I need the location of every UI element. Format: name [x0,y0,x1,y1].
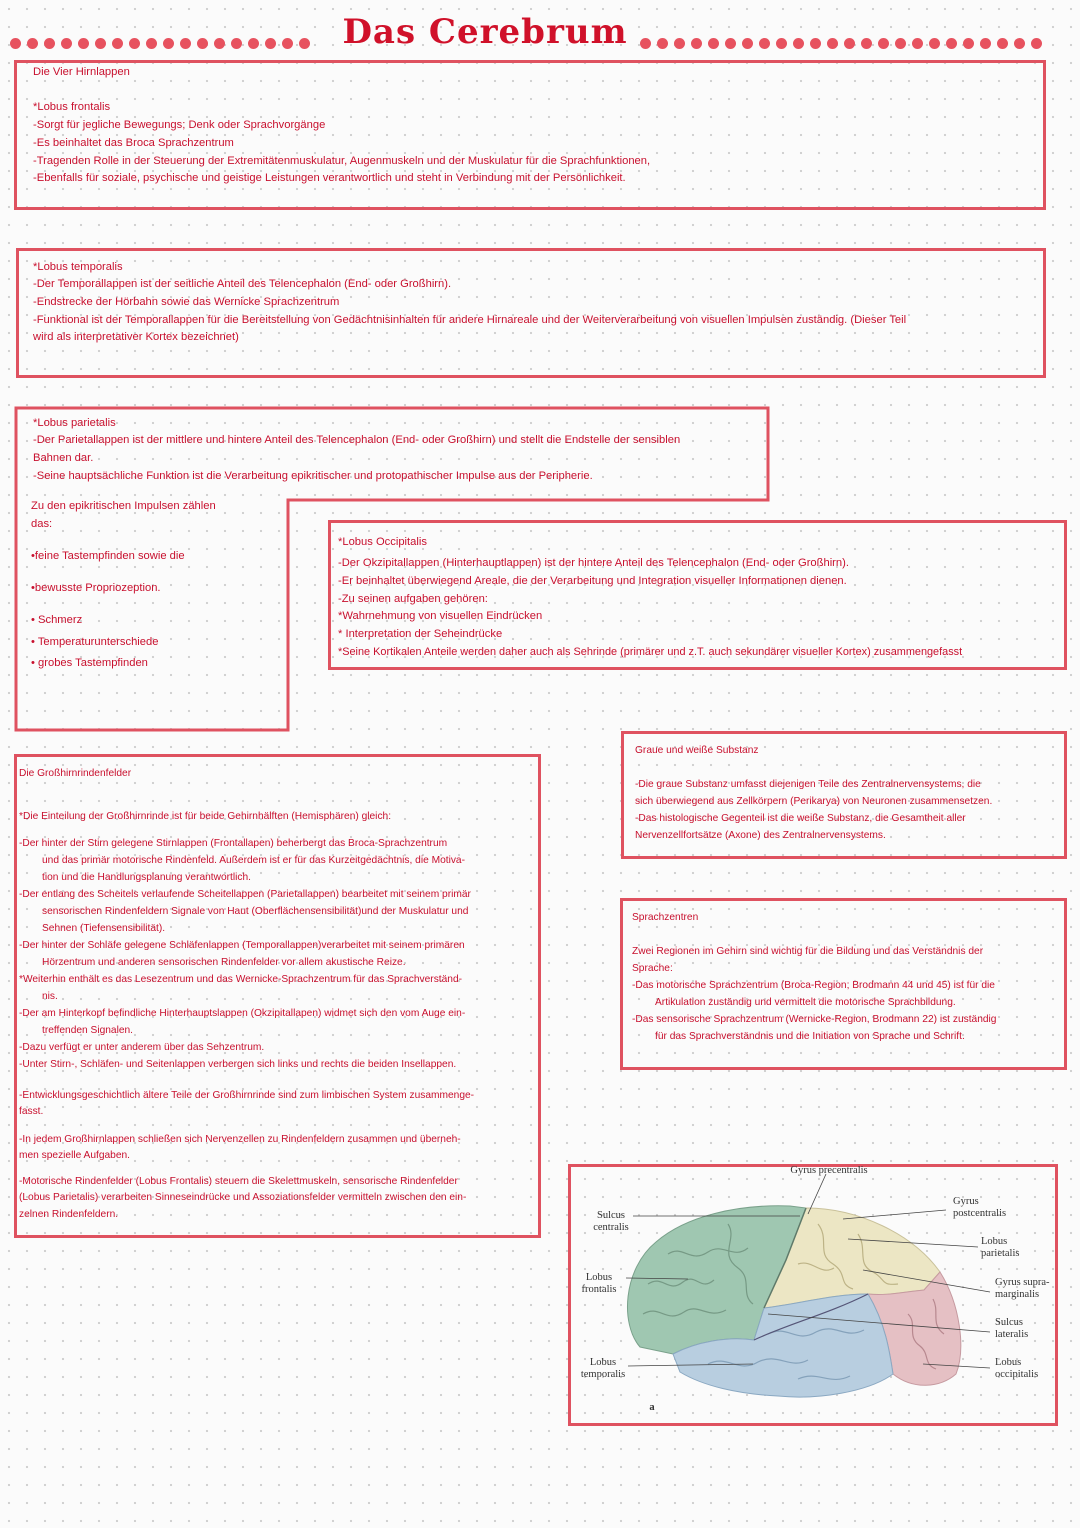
label-line: centralis [593,1222,629,1233]
label-line: occipitalis [995,1369,1039,1380]
list-line: für das Sprachverständnis und die Initiation von Sprache und Schrift. [655,1031,965,1042]
label-line: temporalis [580,1369,626,1380]
list-line: -Unter Stirn-, Schläfen- und Seitenlappen verbergen sich links und rechts die beiden Insellappen. [19,1059,457,1070]
label-lobus-occipitalis [995,1357,1057,1381]
frontal-line: -Es beinhaltet das Broca Sprachzentrum [33,137,234,149]
list-line: Zwei Regionen im Gehirn sind wichtig für die Bildung und das Verständnis der [632,946,984,957]
list-line: -Der am Hinterkopf befindliche Hinterhauptslappen (Okzipitallapen) widmet sich den vom Auge ein- [19,1008,466,1019]
protopathic-item: • Temperaturunterschiede [31,636,159,648]
cortex-para: (Lobus Parietalis) verarbeiten Sinneseindrücke und Assoziationsfelder vermitteln zwischen den ein- [19,1192,467,1203]
list-line: -Der hinter der Schläfe gelegene Schläfenlappen (Temporallappen)verarbeitet mit seinem primären [19,940,465,951]
label-line: lateralis [995,1329,1029,1340]
temporal-line: -Endstrecke der Hörbahn sowie das Wernicke Sprachzentrum [33,296,340,308]
list-line: -Der hinter der Stirn gelegene Stirnlappen (Frontallapen) beherbergt das Broca-Sprachzentrum [19,838,448,849]
temporal-subheading: *Lobus temporalis [33,261,123,273]
frontal-line: -Sorgt für jegliche Bewegungs; Denk oder Sprachvorgänge [33,119,326,131]
list-line: treffenden Signalen. [42,1025,134,1036]
cortex-para: -In jedem Großhirnlappen schließen sich Nervenzellen zu Rindenfeldern zusammen und überneh- [19,1134,461,1145]
label-line: parietalis [981,1248,1020,1259]
cortex-para: -Entwicklungsgeschichtlich ältere Teile der Großhirnrinde sind zum limbischen System zusammenge- [19,1090,475,1101]
substance-line: Nervenzellfortsätze (Axone) des Zentralnervensystems. [635,830,886,841]
substance-line: sich überwiegend aus Zellkörpern (Perikarya) von Neuronen zusammensetzen. [635,796,993,807]
cortex-para: fasst. [19,1106,44,1117]
label-sulcus-lateralis [995,1317,1055,1341]
label-gyrus-precentralis: Gyrus precentralis [790,1165,868,1176]
frontal-subheading: *Lobus frontalis [33,101,111,113]
label-gyrus-postcentralis [953,1196,1033,1220]
list-line: -Der entlang des Scheitels verlaufende Scheitellappen (Parietallappen) bearbeitet mit seinem primär [19,889,471,900]
cortex-fields-box [14,754,541,1238]
label-line: Sulcus [596,1210,625,1221]
occipital-line: *Seine Kortikalen Anteile werden daher auch als Sehrinde (primärer und z.T. auch sekundärer visueller Kortex) zusammengefasst [338,646,963,658]
occipital-line: *Wahrnehmung von visuellen Eindrücken [338,610,543,622]
parietal-line: -Seine hauptsächliche Funktion ist die Verarbeitung epikritischer und protopathischer Impulse aus der Peripherie. [33,470,593,482]
list-line: Sprache: [632,963,673,974]
list-line: und das primär motorische Rindenfeld. Außerdem ist er für das Kurzeitgedächtnis, die Motiva- [42,855,465,866]
parietal-intro: Zu den epikritischen Impulsen zählen [31,500,216,512]
list-line: tion und die Handlungsplanung verantwortlich. [42,872,251,883]
label-line: postcentralis [953,1208,1007,1219]
list-line: -Das sensorische Sprachzentrum (Wernicke-Region, Brodmann 22) ist zuständig [632,1014,997,1025]
occipital-line: -Zu seinen aufgaben gehören: [338,593,488,605]
list-line: Hörzentrum und anderen sensorischen Rindenfelder vor allem akustische Reize. [42,957,406,968]
list-line: -Das motorische Sprachzentrum (Broca-Region; Brodmann 44 und 45) ist für die [632,980,995,991]
label-lobus-frontalis [572,1272,626,1296]
speech-heading: Sprachzentren [632,912,699,923]
parietal-line: Bahnen dar. [33,452,94,464]
label-line: Gyrus [953,1196,979,1207]
label-gyrus-supramarginalis [995,1277,1057,1301]
label-lobus-temporalis [574,1357,632,1381]
list-line: sensorischen Rindenfeldern Signale von Haut (Oberflächensensibilität)und der Muskulatur und [42,906,469,917]
four-lobes-heading: Die Vier Hirnlappen [33,66,130,78]
epicritic-item: •bewusste Propriozeption. [31,582,161,594]
label-line: Sulcus [995,1317,1024,1328]
cortex-para: zelnen Rindenfeldern. [19,1209,119,1220]
temporal-line: -Der Temporallappen ist der seitliche Anteil des Telencephalon (End- oder Großhirn). [33,278,452,290]
parietal-line: -Der Parietallappen ist der mittlere und hintere Anteil des Telencephalon (End- oder Großhirn) und stellt die Endstelle der sensiblen [33,434,681,446]
occipital-line: * Interpretation der Seheindrücke [338,628,503,640]
temporal-line: wird als interpretativer Kortex bezeichnet) [33,331,239,343]
label-line: Lobus [589,1357,617,1368]
label-line: Lobus [981,1236,1008,1247]
label-sulcus-centralis [586,1210,636,1234]
list-line: Artikulation zuständig und vermittelt die motorische Sprachbildung. [655,997,956,1008]
parietal-intro: das: [31,518,53,530]
frontal-line: -Tragenden Rolle in der Steuerung der Extremitätenmuskulatur, Augenmuskeln und der Muskulatur für die Sprachfunktionen, [33,155,651,167]
cortex-fields-intro: *Die Einteilung der Großhirnrinde ist für beide Gehirnhälften (Hemisphären) gleich: [19,811,392,822]
label-line: Lobus [995,1357,1022,1368]
list-line: Sehnen (Tiefensensibilität). [42,923,166,934]
protopathic-item: • Schmerz [31,614,83,626]
parietal-subheading: *Lobus parietalis [33,417,116,429]
cortex-para: men spezielle Aufgaben. [19,1150,131,1161]
label-lobus-parietalis [981,1236,1041,1260]
epicritic-item: •feine Tastempfinden sowie die [31,550,185,562]
label-line: frontalis [581,1284,617,1295]
label-line: Gyrus supra- [995,1277,1050,1288]
frontal-line: -Ebenfalls für soziale, psychische und geistige Leistungen verantwortlich und steht in Verbindung mit der Persönlichkeit. [33,172,626,184]
page-title: Das Cerebrum [342,12,628,52]
list-line: nis. [42,991,58,1002]
occipital-subheading: *Lobus Occipitalis [338,536,427,548]
temporal-line: -Funktional ist der Temporallappen für die Bereitstellung von Gedächtnisinhalten für andere Hirnareale und der Weiterverarbeitung von visuellen Impulsen zuständig. (Dieser Teil [33,314,907,326]
list-line: *Weiterhin enthält es das Lesezentrum und das Wernicke-Sprachzentrum für das Sprachverständ- [19,974,463,985]
label-line: marginalis [995,1289,1040,1300]
label-line: Lobus [585,1272,613,1283]
occipital-line: -Der Okzipitallappen (Hinterhauptlappen) ist der hintere Anteil des Telencephalon (End- oder Großhirn). [338,557,849,569]
cortex-para: -Motorische Rindenfelder (Lobus Frontalis) steuern die Skelettmuskeln, sensorische Rindenfelder [19,1176,458,1187]
occipital-line: -Er beinhaltet überwiegend Areale, die der Verarbeitung und Integration visueller Informationen dienen. [338,575,847,587]
substance-heading: Graue und weiße Substanz [635,745,759,756]
list-line: -Dazu verfügt er unter anderem über das Sehzentrum. [19,1042,265,1053]
figure-panel-letter: a [649,1402,655,1413]
substance-line: -Die graue Substanz umfasst diejenigen Teile des Zentralnervensystems, die [635,779,981,790]
protopathic-item: • grobes Tastempfinden [31,657,148,669]
cortex-fields-heading: Die Großhirnrindenfelder [19,768,132,779]
substance-line: -Das histologische Gegenteil ist die weiße Substanz, die Gesamtheit aller [635,813,966,824]
